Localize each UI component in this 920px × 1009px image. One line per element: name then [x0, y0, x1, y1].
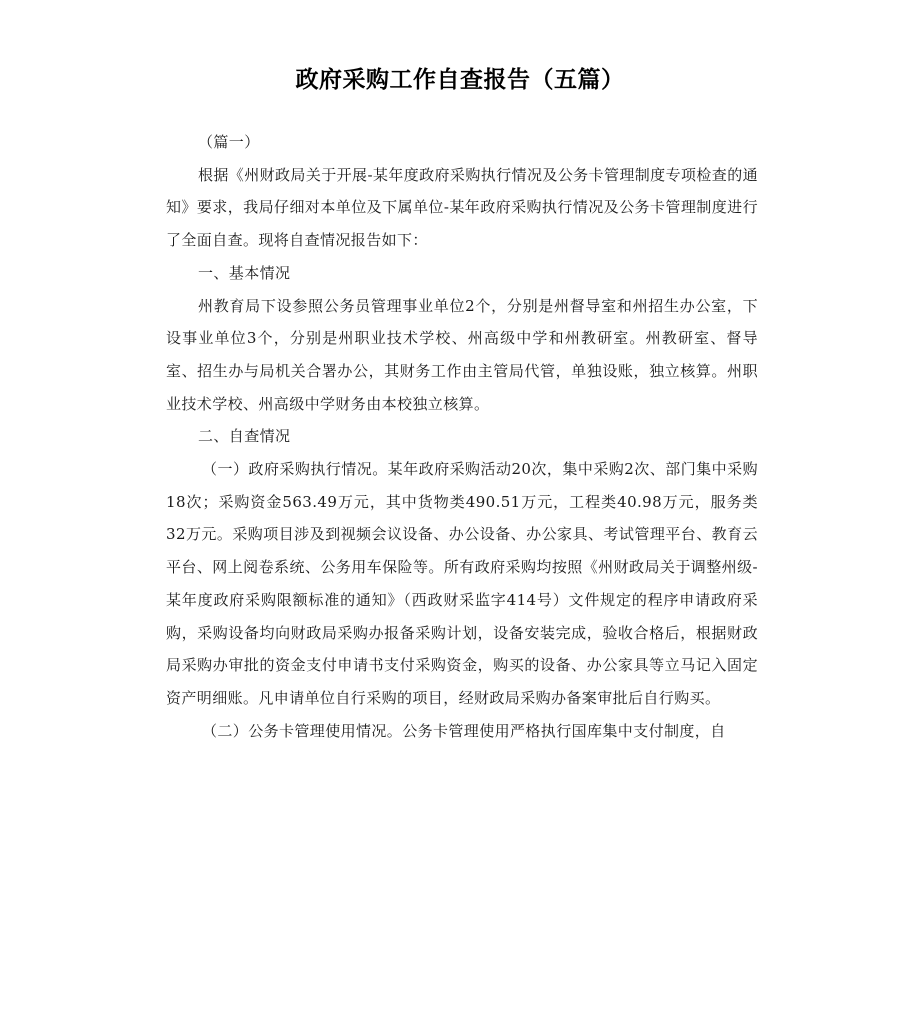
document-body [166, 126, 758, 747]
heading-basic-info: 一、基本情况 [198, 263, 291, 282]
paragraph-card-usage: （二）公务卡管理使用情况。公务卡管理使用严格执行国库集中支付制度，自 [202, 721, 726, 740]
paragraph-basic-info: 州教育局下设参照公务员管理事业单位2个，分别是州督导室和州招生办公室，下设事业单位3个，分别是州职业技术学校、州高级中学和州教研室。州教研室、督导室、招生办与局机关合署办公，其财务工作由主管局代管，单独设账，独立核算。州职业技术学校、州高级中学财务由本校独立核算。 [166, 296, 758, 413]
document-title: 政府采购工作自查报告（五篇） [295, 67, 625, 93]
heading-self-check: 二、自查情况 [198, 427, 291, 446]
section-label: （篇一） [198, 133, 260, 151]
paragraph-procurement: （一）政府采购执行情况。某年政府采购活动20次，集中采购2次、部门集中采购18次；采购资金563.49万元，其中货物类490.51万元，工程类40.98万元，服务类32万元。采购项目涉及到视频会议设备、办公设备、办公家具、考试管理平台、教育云平台、网上阅卷系统、公务用车保险等。所有政府采购均按照《州财政局关于调整州级-某年度政府采购限额标准的通知》（西政财采监字414号）文件规定的程序申请政府采购，采购设备均向财政局采购办报备采购计划，设备安装完成，验收合格后，根据财政局采购办审批的资金支付申请书支付采购资金，购买的设备、办公家具等立马记入固定资产明细账。凡申请单位自行采购的项目，经财政局采购办备案审批后自行购买。 [166, 460, 758, 707]
paragraph-intro: 根据《州财政局关于开展-某年度政府采购执行情况及公务卡管理制度专项检查的通知》要求，我局仔细对本单位及下属单位-某年政府采购执行情况及公务卡管理制度进行了全面自查。现将自查情况报告如下： [166, 165, 758, 250]
